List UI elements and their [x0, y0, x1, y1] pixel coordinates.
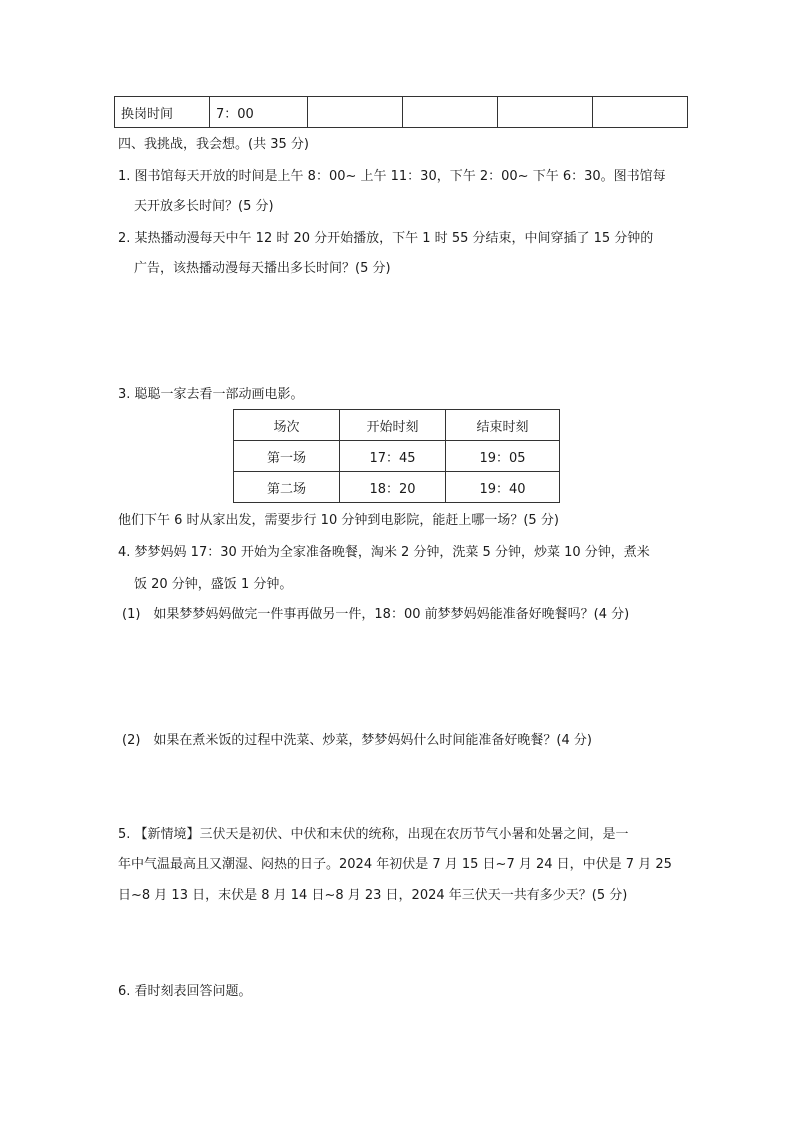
table-cell: 18：20 — [340, 472, 446, 503]
question-1-line-1: 1. 图书馆每天开放的时间是上午 8：00~ 上午 11：30，下午 2：00~ 下午 6：30。图书馆每 — [118, 169, 666, 184]
question-5-line-3: 日~8 月 13 日，末伏是 8 月 14 日~8 月 23 日，2024 年三伏天一共有多少天？(5 分) — [118, 888, 628, 903]
question-3-intro: 3. 聪聪一家去看一部动画电影。 — [118, 387, 304, 402]
table-row — [115, 97, 688, 128]
table-cell: 第一场 — [234, 441, 340, 472]
section-title: 四、我挑战，我会想。(共 35 分) — [118, 137, 309, 152]
table-cell: 第二场 — [234, 472, 340, 503]
question-4-sub-2: (2) 如果在煮米饭的过程中洗菜、炒菜，梦梦妈妈什么时间能准备好晚餐？(4 分) — [122, 733, 592, 748]
table-cell-empty — [498, 97, 593, 128]
table-row — [234, 472, 560, 503]
table-cell-empty — [403, 97, 498, 128]
table-row — [234, 441, 560, 472]
table-cell: 17：45 — [340, 441, 446, 472]
table-cell: 19：40 — [446, 472, 560, 503]
question-4-line-2: 饭 20 分钟，盛饭 1 分钟。 — [134, 577, 293, 592]
table-header-cell: 场次 — [234, 410, 340, 441]
question-2-line-1: 2. 某热播动漫每天中午 12 时 20 分开始播放，下午 1 时 55 分结束，中间穿插了 15 分钟的 — [118, 231, 654, 246]
question-5-line-2: 年中气温最高且又潮湿、闷热的日子。2024 年初伏是 7 月 15 日~7 月 24 日，中伏是 7 月 25 — [118, 857, 672, 872]
question-3-text: 他们下午 6 时从家出发，需要步行 10 分钟到电影院，能赶上哪一场？(5 分) — [118, 513, 559, 528]
question-6-line-1: 6. 看时刻表回答问题。 — [118, 984, 252, 999]
table-cell-time: 7：00 — [210, 97, 308, 128]
question-2-line-2: 广告，该热播动漫每天播出多长时间？(5 分) — [134, 261, 391, 276]
question-1-line-2: 天开放多长时间？(5 分) — [134, 199, 274, 214]
table-cell-empty — [593, 97, 688, 128]
movie-schedule-table — [233, 409, 560, 503]
shift-time-table — [114, 96, 688, 128]
question-4-sub-1: (1) 如果梦梦妈妈做完一件事再做另一件，18：00 前梦梦妈妈能准备好晚餐吗？(4 分) — [122, 607, 630, 622]
question-5-line-1: 5. 【新情境】三伏天是初伏、中伏和末伏的统称，出现在农历节气小暑和处暑之间，是一 — [118, 827, 629, 842]
table-header-cell: 结束时刻 — [446, 410, 560, 441]
table-cell-label: 换岗时间 — [115, 97, 210, 128]
question-4-line-1: 4. 梦梦妈妈 17：30 开始为全家准备晚餐，淘米 2 分钟，洗菜 5 分钟，炒菜 10 分钟，煮米 — [118, 545, 650, 560]
table-cell-empty — [308, 97, 403, 128]
table-header-row — [234, 410, 560, 441]
table-header-cell: 开始时刻 — [340, 410, 446, 441]
table-cell: 19：05 — [446, 441, 560, 472]
